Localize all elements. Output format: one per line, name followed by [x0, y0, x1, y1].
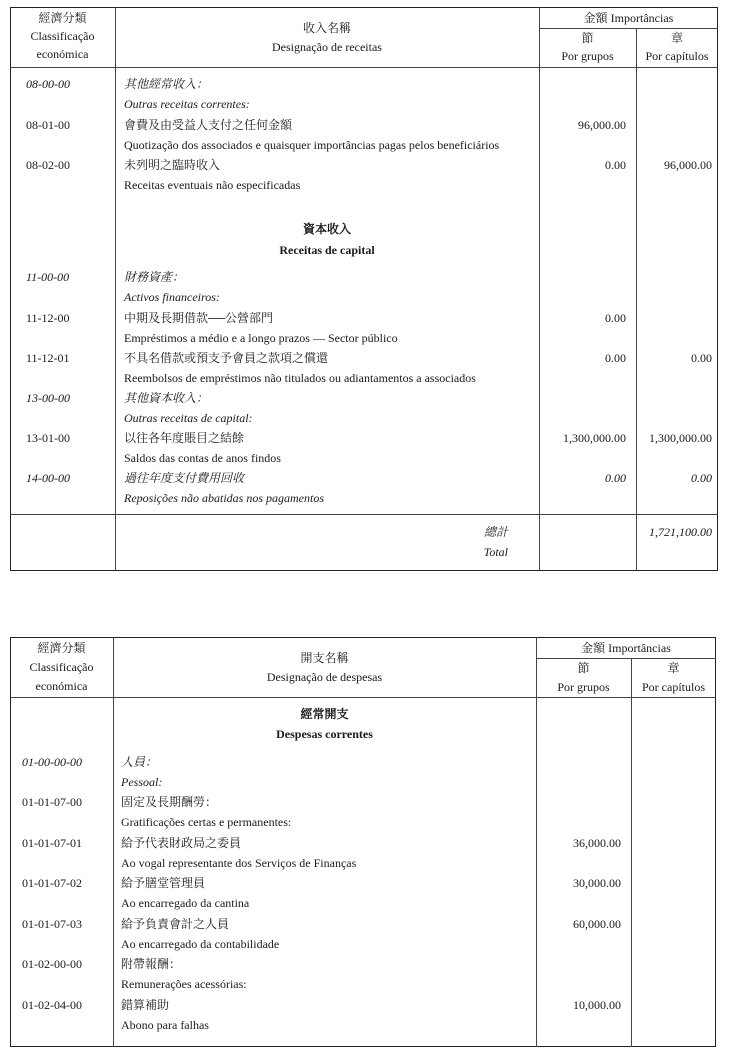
expense-name-zh: 給予代表財政局之委員 — [121, 836, 242, 850]
expense-code: 01-01-07-02 — [22, 876, 82, 890]
revenue-name-zh: 中期及長期借款──公營部門 — [124, 311, 274, 325]
revenue-chapter-amount: 0.00 — [691, 351, 712, 365]
revenue-name-zh: 其他經常收入： — [124, 77, 209, 91]
expense-code: 01-02-04-00 — [22, 998, 82, 1012]
name-header-zh: 開支名稱 — [300, 651, 349, 665]
name-header-zh: 收入名稱 — [302, 21, 351, 35]
revenue-code: 08-00-00 — [26, 77, 70, 91]
class-header-pt2: económica — [35, 679, 88, 693]
expense-code: 01-02-00-00 — [22, 957, 82, 971]
revenue-group-amount: 96,000.00 — [578, 118, 626, 132]
revenue-name-pt: Activos financeiros: — [124, 290, 220, 304]
name-header-pt: Designação de despesas — [266, 670, 383, 684]
groups-header-pt: Por grupos — [557, 680, 610, 694]
revenue-chapter-amount: 96,000.00 — [664, 158, 712, 172]
revenue-group-amount: 1,300,000.00 — [563, 431, 626, 445]
chapters-header-zh: 章 — [670, 31, 683, 45]
revenue-code: 13-00-00 — [26, 391, 70, 405]
expense-name-pt: Remunerações acessórias: — [121, 977, 247, 991]
revenue-name-pt: Empréstimos a médio e a longo prazos — Sector público — [124, 331, 398, 345]
expense-name-zh: 錯算補助 — [121, 998, 170, 1012]
revenue-code: 13-01-00 — [26, 431, 70, 445]
revenue-code: 11-12-01 — [26, 351, 70, 365]
revenue-name-zh: 過往年度支付費用回收 — [124, 471, 245, 485]
revenue-code: 14-00-00 — [26, 471, 70, 485]
chapters-header-zh: 章 — [667, 661, 680, 675]
class-header-pt2: económica — [36, 47, 89, 61]
class-header-pt1: Classificação — [30, 29, 95, 43]
revenue-name-zh: 會費及由受益人支付之任何金額 — [124, 118, 293, 132]
revenue-code: 08-02-00 — [26, 158, 70, 172]
groups-header-zh: 節 — [581, 31, 594, 45]
class-header-pt1: Classificação — [29, 660, 94, 674]
class-header-zh: 經濟分類 — [37, 641, 86, 655]
expense-heading-zh: 經常開支 — [300, 707, 349, 721]
total-value: 1,721,100.00 — [649, 525, 712, 539]
expense-code: 01-01-07-00 — [22, 795, 82, 809]
amount-header: 金額 Importâncias — [581, 641, 671, 655]
capital-heading-zh: 資本收入 — [302, 222, 351, 236]
revenue-chapter-amount: 1,300,000.00 — [649, 431, 712, 445]
chapters-header-pt: Por capítulos — [645, 49, 709, 63]
expense-group-amount: 36,000.00 — [573, 836, 621, 850]
revenue-name-pt: Quotização dos associados e quaisquer importâncias pagas pelos beneficiários — [124, 138, 500, 152]
expense-name-pt: Gratificações certas e permanentes: — [121, 815, 292, 829]
revenue-chapter-amount: 0.00 — [691, 471, 712, 485]
capital-heading-pt: Receitas de capital — [279, 243, 375, 257]
expense-name-pt: Pessoal: — [121, 775, 163, 789]
class-header-zh: 經濟分類 — [38, 11, 87, 25]
revenue-name-zh: 以往各年度賬目之結餘 — [124, 431, 245, 445]
groups-header-pt: Por grupos — [561, 49, 614, 63]
chapters-header-pt: Por capítulos — [642, 680, 705, 694]
revenue-name-zh: 未列明之臨時收入 — [124, 158, 221, 172]
revenue-table — [10, 7, 718, 571]
revenue-name-pt: Reembolsos de empréstimos não titulados ou adiantamentos a associados — [124, 371, 476, 385]
revenue-name-pt: Outras receitas correntes: — [124, 97, 250, 111]
name-header-pt: Designação de receitas — [272, 40, 382, 54]
expense-name-pt: Ao encarregado da contabilidade — [121, 937, 280, 951]
revenue-name-zh: 財務資產： — [124, 270, 185, 284]
revenue-name-pt: Saldos das contas de anos findos — [124, 451, 281, 465]
revenue-name-pt: Reposições não abatidas nos pagamentos — [124, 491, 324, 505]
revenue-group-amount: 0.00 — [605, 471, 626, 485]
expense-name-pt: Abono para falhas — [121, 1018, 209, 1032]
revenue-code: 11-12-00 — [26, 311, 70, 325]
expense-name-zh: 給予膳堂管理員 — [121, 876, 206, 890]
revenue-name-zh: 不具名借款或預支予會員之款項之償還 — [124, 351, 329, 365]
expense-code: 01-00-00-00 — [22, 755, 82, 769]
expense-name-pt: Ao vogal representante dos Serviços de Finanças — [121, 856, 357, 870]
revenue-code: 11-00-00 — [26, 270, 70, 284]
amount-header: 金額 Importâncias — [583, 11, 674, 25]
revenue-name-zh: 其他資本收入： — [124, 391, 209, 405]
expense-heading-pt: Despesas correntes — [276, 727, 373, 741]
revenue-group-amount: 0.00 — [605, 351, 626, 365]
expense-group-amount: 30,000.00 — [573, 876, 621, 890]
groups-header-zh: 節 — [577, 661, 590, 675]
expense-code: 01-01-07-01 — [22, 836, 82, 850]
revenue-group-amount: 0.00 — [605, 158, 626, 172]
revenue-group-amount: 0.00 — [605, 311, 626, 325]
expense-name-zh: 人員： — [121, 755, 158, 769]
revenue-name-pt: Outras receitas de capital: — [124, 411, 253, 425]
expense-name-zh: 附帶報酬： — [121, 957, 182, 971]
expense-code: 01-01-07-03 — [22, 917, 82, 931]
total-label-zh: 總計 — [483, 525, 508, 539]
expense-name-zh: 固定及長期酬勞： — [121, 795, 218, 809]
expense-name-pt: Ao encarregado da cantina — [121, 896, 250, 910]
total-label-pt: Total — [483, 545, 508, 559]
expense-group-amount: 60,000.00 — [573, 917, 621, 931]
expense-name-zh: 給予負責會計之人員 — [121, 917, 230, 931]
revenue-code: 08-01-00 — [26, 118, 70, 132]
expense-group-amount: 10,000.00 — [573, 998, 621, 1012]
revenue-name-pt: Receitas eventuais não especificadas — [124, 178, 301, 192]
